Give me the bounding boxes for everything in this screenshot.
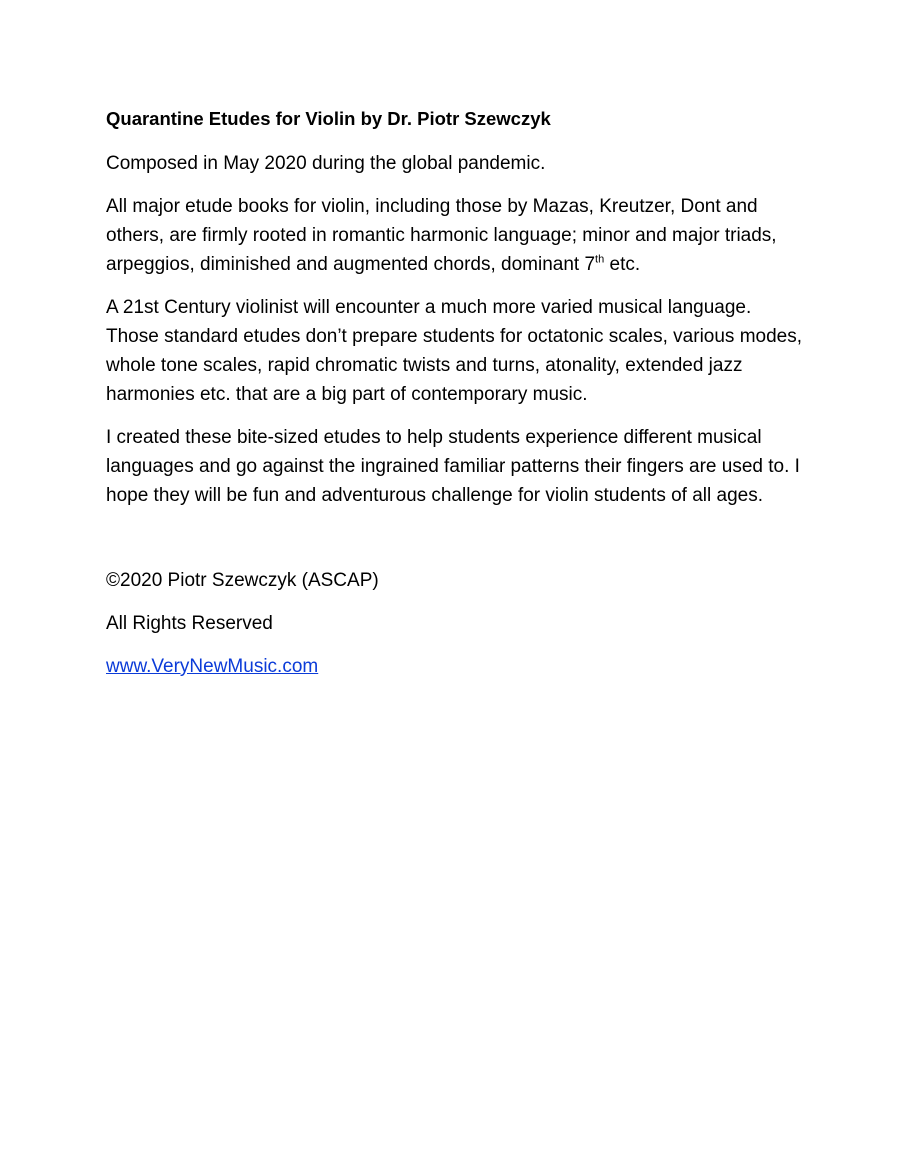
paragraph-etude-books [106, 192, 806, 279]
website-link[interactable]: www.VeryNewMusic.com [106, 656, 319, 677]
paragraph-etude-books-text: All major etude books for violin, including those by Mazas, Kreutzer, Dont and others, are firmly rooted in romantic harmonic language; minor and major triads, arpeggios, diminished and augmented chords, dominant 7 [106, 196, 777, 275]
rights-line: All Rights Reserved [106, 613, 273, 634]
composed-note: Composed in May 2020 during the global pandemic. [106, 153, 546, 174]
document-title: Quarantine Etudes for Violin by Dr. Piotr Szewczyk [106, 108, 551, 129]
spacer [106, 524, 806, 566]
copyright-line: ©2020 Piotr Szewczyk (ASCAP) [106, 570, 379, 591]
paragraph-purpose: I created these bite-sized etudes to help students experience different musical languages and go against the ingrained familiar patterns their fingers are used to. I hope they will be fun and adventurous challenge for violin students of all ages. [106, 427, 800, 506]
document-page [106, 104, 806, 695]
paragraph-etude-books-end: etc. [604, 254, 641, 275]
superscript-th: th [595, 253, 605, 266]
paragraph-modern-language: A 21st Century violinist will encounter a much more varied musical language. Those standard etudes don’t prepare students for octatonic scales, various modes, whole tone scales, rapid chromatic twists and turns, atonality, extended jazz harmonies etc. that are a big part of contemporary music. [106, 297, 803, 405]
website-line [106, 652, 806, 681]
